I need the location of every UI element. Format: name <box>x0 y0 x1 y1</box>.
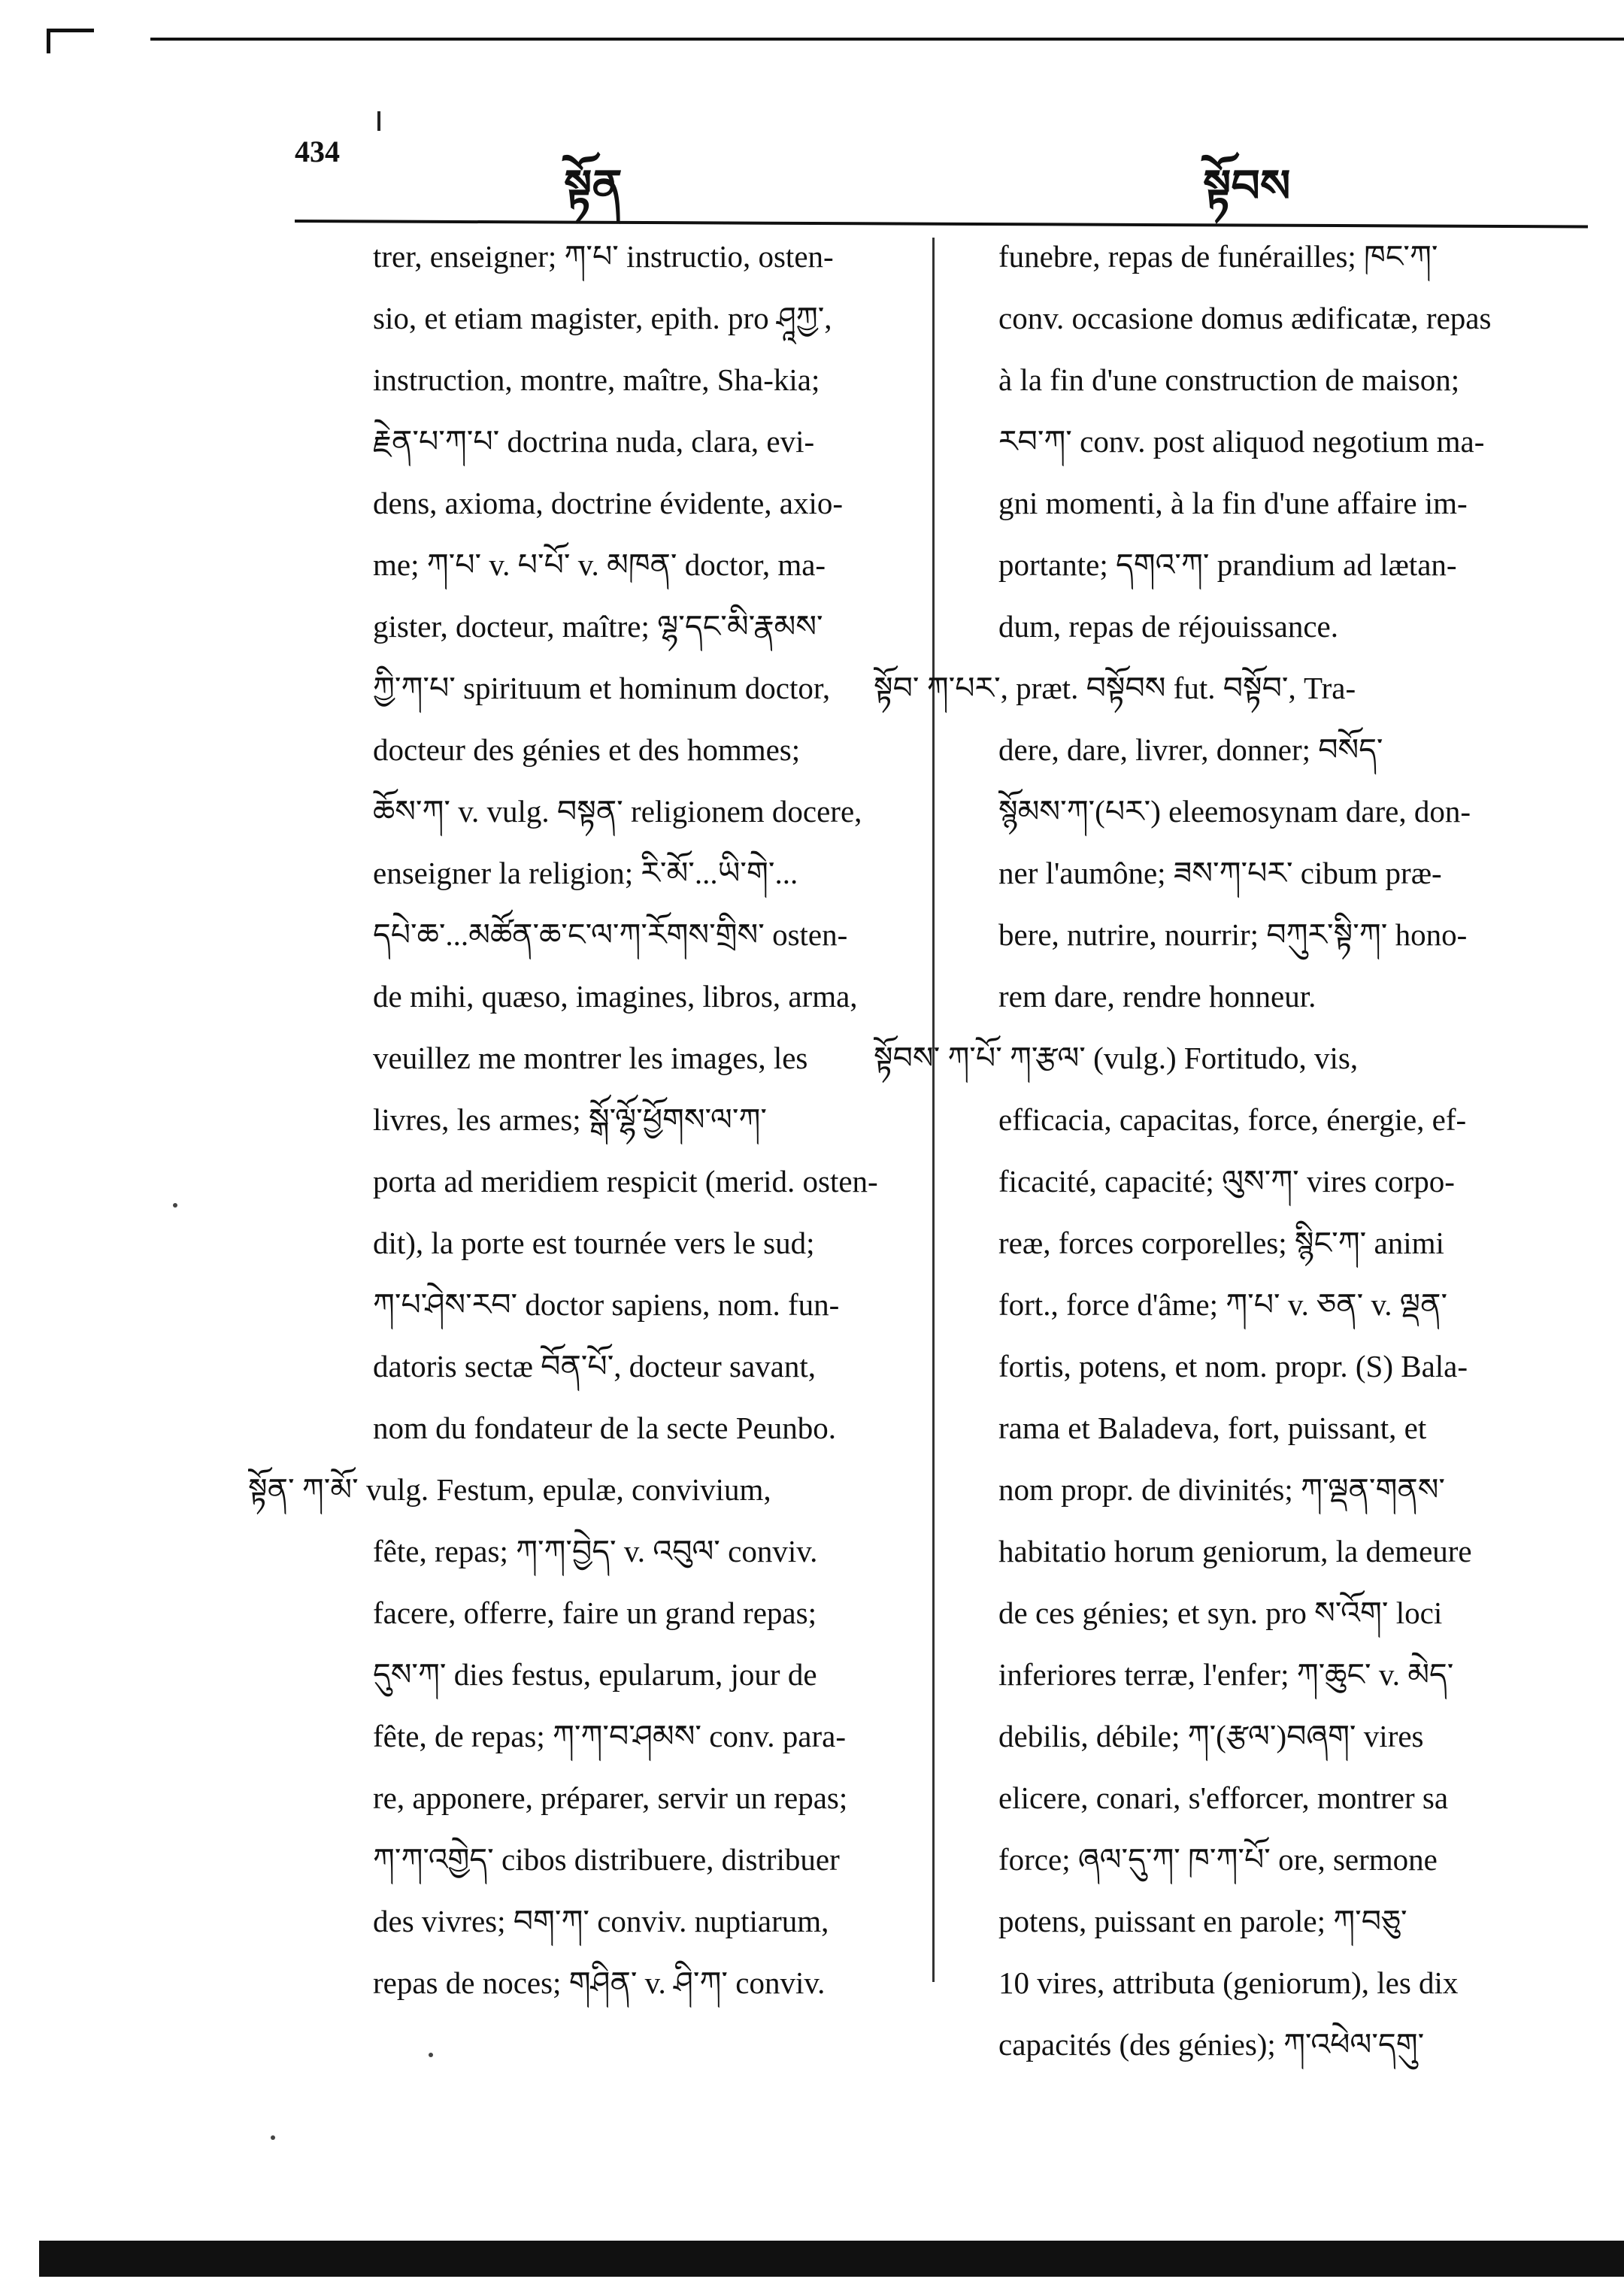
entry-headword-line: སྟོབས་ ཀ་པོ་ ཀ་རྩལ་ (vulg.) Fortitudo, vis, <box>874 1041 1359 1075</box>
scan-speck <box>173 1203 177 1208</box>
text-line: fête, repas; ཀ་ཀ་བྱེད་ v. འབུལ་ conviv. <box>373 1534 818 1568</box>
text-line: des vivres; བག་ཀ་ conviv. nuptiarum, <box>373 1904 829 1938</box>
text-line: nom du fondateur de la secte Peunbo. <box>373 1411 836 1445</box>
text-line: gister, docteur, maître; ལྷ་དང་མི་རྣམས་ <box>373 609 823 644</box>
crop-mark <box>47 29 94 53</box>
text-line: རྗེན་པ་ཀ་པ་ doctrina nuda, clara, evi- <box>373 424 815 459</box>
text-line: habitatio horum geniorum, la demeure <box>998 1534 1472 1568</box>
text-line: capacités (des génies); ཀ་འཕེལ་དགུ་ <box>998 2027 1425 2062</box>
scan-edge-line <box>150 38 1624 41</box>
text-line: fortis, potens, et nom. propr. (S) Bala- <box>998 1349 1468 1383</box>
text-line: ner l'aumône; ཟས་ཀ་པར་ cibum præ- <box>998 856 1442 890</box>
entry-headword-line: སྟོབ་ ཀ་པར་, præt. བསྟོབས fut. བསྟོབ་, Tra- <box>874 671 1356 705</box>
text-line: bere, nutrire, nourrir; བཀུར་སྟི་ཀ་ hono- <box>998 917 1468 952</box>
text-line: elicere, conari, s'efforcer, montrer sa <box>998 1780 1449 1815</box>
text-line: repas de noces; གཤིན་ v. ཤི་ཀ་ conviv. <box>373 1965 826 2000</box>
entry-headword-line: སྟོན་ ཀ་མོ་ vulg. Festum, epulæ, convivium, <box>248 1472 771 1507</box>
text-line: datoris sectæ བོན་པོ་, docteur savant, <box>373 1349 816 1383</box>
right-column <box>874 226 1573 2075</box>
text-line: 10 vires, attributa (geniorum), les dix <box>998 1965 1459 2000</box>
text-line: dere, dare, livrer, donner; བསོད་ <box>998 732 1383 767</box>
text-line: ཀ་པ་ཤེས་རབ་ doctor sapiens, nom. fun- <box>373 1287 840 1322</box>
column-divider <box>932 238 935 1982</box>
text-line: dit), la porte est tournée vers le sud; <box>373 1226 815 1260</box>
margin-tick <box>377 111 380 131</box>
running-head-right: སྟོབས <box>1203 160 1291 213</box>
text-line: fort., force d'âme; ཀ་པ་ v. ཅན་ v. ལྡན་ <box>998 1287 1448 1322</box>
scan-bottom-edge <box>39 2241 1624 2277</box>
text-line: potens, puissant en parole; ཀ་བཅུ་ <box>998 1904 1407 1938</box>
text-line: à la fin d'une construction de maison; <box>998 362 1460 397</box>
text-line: inferiores terræ, l'enfer; ཀ་ཆུང་ v. མེད་ <box>998 1657 1454 1692</box>
text-line: funebre, repas de funérailles; ཁང་ཀ་ <box>998 239 1438 274</box>
text-line: ཀ་ཀ་འགྱེད་ cibos distribuere, distribuer <box>373 1842 840 1877</box>
scan-speck <box>271 2135 275 2140</box>
text-line: veuillez me montrer les images, les <box>373 1041 808 1075</box>
text-line: fête, de repas; ཀ་ཀ་བ་ཤམས་ conv. para- <box>373 1719 846 1753</box>
text-line: conv. occasione domus ædificatæ, repas <box>998 301 1492 335</box>
text-line: portante; དགའ་ཀ་ prandium ad lætan- <box>998 547 1457 582</box>
left-column <box>248 226 910 2014</box>
text-line: de mihi, quæso, imagines, libros, arma, <box>373 979 858 1014</box>
text-line: ཆོས་ཀ་ v. vulg. བསྟན་ religionem docere, <box>373 794 862 829</box>
text-line: རབ་ཀ་ conv. post aliquod negotium ma- <box>998 424 1485 459</box>
text-line: rem dare, rendre honneur. <box>998 979 1316 1014</box>
text-line: facere, offerre, faire un grand repas; <box>373 1596 817 1630</box>
text-line: docteur des génies et des hommes; <box>373 732 801 767</box>
text-line: gni momenti, à la fin d'une affaire im- <box>998 486 1468 520</box>
text-line: nom propr. de divinités; ཀ་ལྡན་གནས་ <box>998 1472 1445 1507</box>
text-line: porta ad meridiem respicit (merid. osten- <box>373 1164 878 1199</box>
text-line: instruction, montre, maître, Sha-kia; <box>373 362 820 397</box>
text-line: dum, repas de réjouissance. <box>998 609 1338 644</box>
text-line: enseigner la religion; རི་མོ་...ཡི་གེ་... <box>373 856 798 890</box>
text-line: dens, axioma, doctrine évidente, axio- <box>373 486 844 520</box>
text-line: ficacité, capacité; ལུས་ཀ་ vires corpo- <box>998 1164 1455 1199</box>
text-line: སྙོམས་ཀ་(པར་) eleemosynam dare, don- <box>998 794 1471 829</box>
text-line: livres, les armes; སྒོ་ལྷོ་ཕྱོགས་ལ་ཀ་ <box>373 1102 767 1137</box>
page-number: 434 <box>295 135 340 168</box>
text-line: ཀྱི་ཀ་པ་ spirituum et hominum doctor, <box>373 671 831 705</box>
text-line: de ces génies; et syn. pro ས་འོག་ loci <box>998 1596 1443 1630</box>
scan-speck <box>429 2053 433 2057</box>
text-line: trer, enseigner; ཀ་པ་ instructio, osten- <box>373 239 834 274</box>
text-line: དུས་ཀ་ dies festus, epularum, jour de <box>373 1657 817 1692</box>
text-line: me; ཀ་པ་ v. པ་པོ་ v. མཁན་ doctor, ma- <box>373 547 826 582</box>
text-line: reæ, forces corporelles; སྙིང་ཀ་ animi <box>998 1226 1444 1260</box>
text-line: force; ཞལ་དུ་ཀ་ ཁ་ཀ་པོ་ ore, sermone <box>998 1842 1438 1877</box>
text-line: དཔེ་ཆ་...མཚོན་ཆ་ང་ལ་ཀ་རོགས་གྲིས་ osten- <box>373 917 848 952</box>
text-line: re, apponere, préparer, servir un repas; <box>373 1780 848 1815</box>
text-line: sio, et etiam magister, epith. pro ཤཱཀྱ་, <box>373 301 832 335</box>
running-head-left: སྟོན <box>564 160 623 213</box>
text-line: rama et Baladeva, fort, puissant, et <box>998 1411 1427 1445</box>
text-line: efficacia, capacitas, force, énergie, ef- <box>998 1102 1467 1137</box>
text-line: debilis, débile; ཀ་(རྩལ་)བཞག་ vires <box>998 1719 1424 1753</box>
